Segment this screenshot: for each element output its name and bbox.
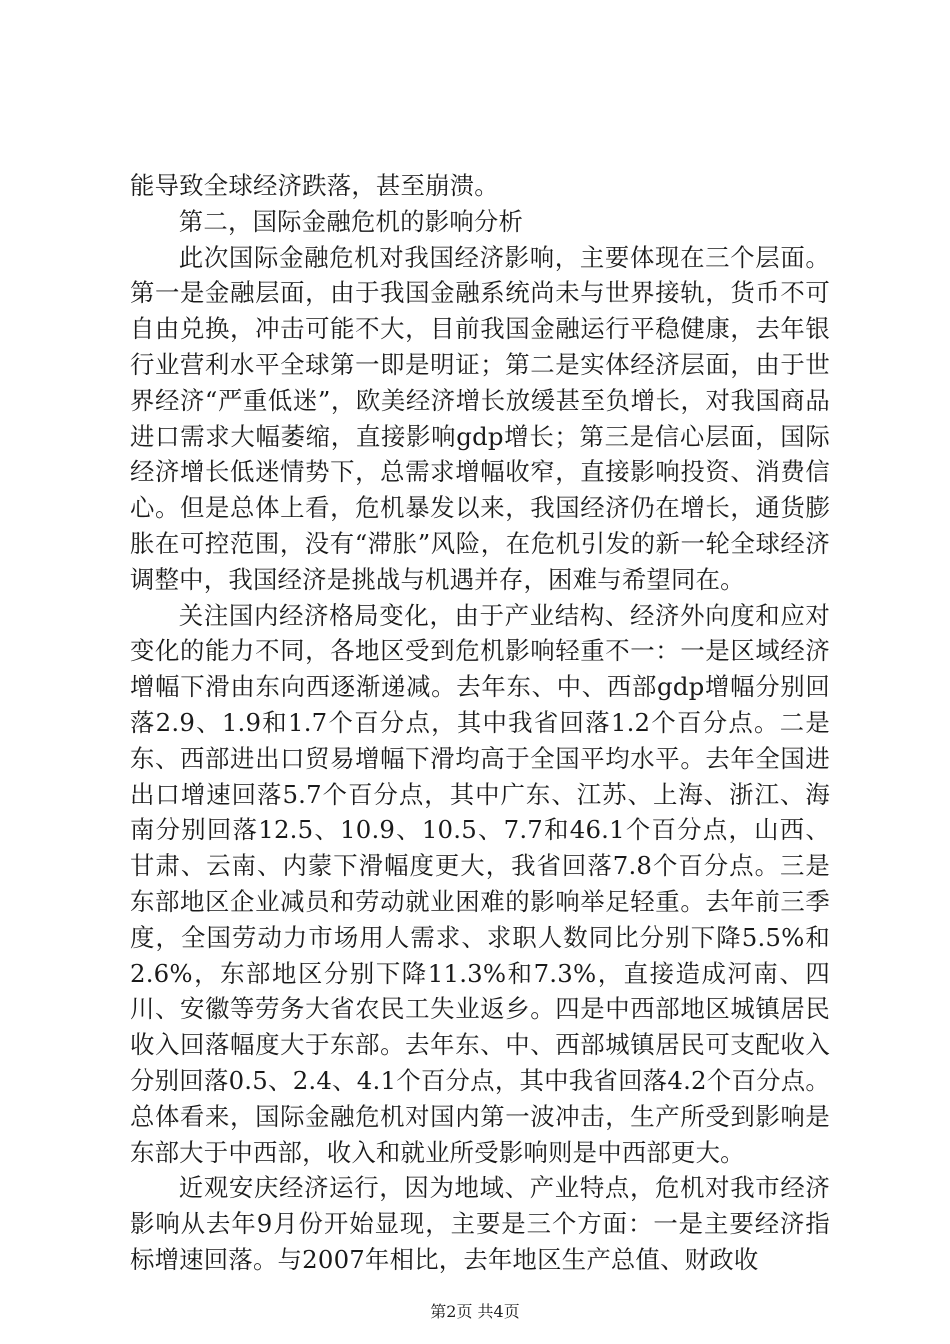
paragraph-3: 此次国际金融危机对我国经济影响，主要体现在三个层面。第一是金融层面，由于我国金融系统尚未与世界接轨，货币不可自由兑换，冲击可能不大，目前我国金融运行平稳健康，去年银行业营利水平全球第一即是明证；第二是实体经济层面，由于世界经济“严重低迷”，欧美经济增长放缓甚至负增长，对我国商品进口需求大幅萎缩，直接影响gdp增长；第三是信心层面，国际经济增长低迷情势下，总需求增幅收窄，直接影响投资、消费信心。但是总体上看，危机暴发以来，我国经济仍在增长，通货膨胀在可控范围，没有“滞胀”风险，在危机引发的新一轮全球经济调整中，我国经济是挑战与机遇并存，困难与希望同在。 bbox=[130, 242, 830, 594]
section-heading: 第二，国际金融危机的影响分析 bbox=[178, 206, 524, 236]
document-body bbox=[130, 168, 830, 1278]
page-footer: 第2页 共4页 bbox=[430, 1302, 520, 1321]
paragraph-4: 关注国内经济格局变化，由于产业结构、经济外向度和应对变化的能力不同，各地区受到危机影响轻重不一：一是区域经济增幅下滑由东向西逐渐递减。去年东、中、西部gdp增幅分别回落2.9、1.9和1.7个百分点，其中我省回落1.2个百分点。二是东、西部进出口贸易增幅下滑均高于全国平均水平。去年全国进出口增速回落5.7个百分点，其中广东、江苏、上海、浙江、海南分别回落12.5、10.9、10.5、7.7和46.1个百分点，山西、甘肃、云南、内蒙下滑幅度更大，我省回落7.8个百分点。三是东部地区企业减员和劳动就业困难的影响举足轻重。去年前三季度，全国劳动力市场用人需求、求职人数同比分别下降5.5%和2.6%，东部地区分别下降11.3%和7.3%，直接造成河南、四川、安徽等劳务大省农民工失业返乡。四是中西部地区城镇居民收入回落幅度大于东部。去年东、中、西部城镇居民可支配收入分别回落0.5、2.4、4.1个百分点，其中我省回落4.2个百分点。总体看来，国际金融危机对国内第一波冲击，生产所受到影响是东部大于中西部，收入和就业所受影响则是中西部更大。 bbox=[130, 600, 830, 1167]
paragraph-1: 能导致全球经济跌落，甚至崩溃。 bbox=[130, 171, 499, 200]
paragraph-5: 近观安庆经济运行，因为地域、产业特点，危机对我市经济影响从去年9月份开始显现，主要是三个方面：一是主要经济指标增速回落。与2007年相比，去年地区生产总值、财政收 bbox=[130, 1173, 830, 1274]
